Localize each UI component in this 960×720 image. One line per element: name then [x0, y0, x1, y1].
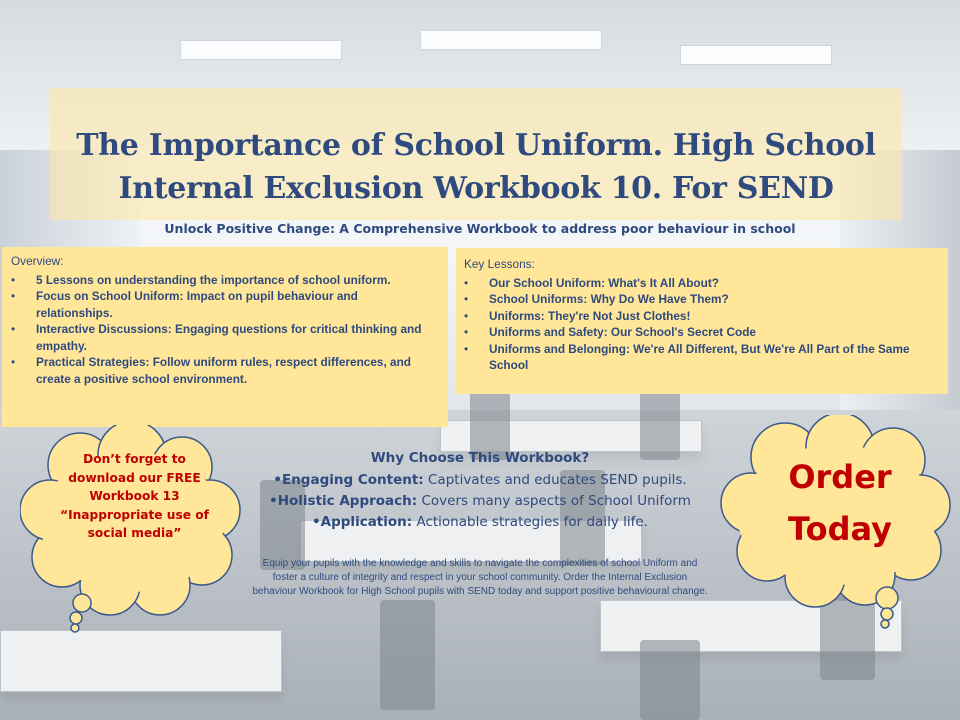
order-today-cloud[interactable] [715, 415, 960, 630]
why-point-engaging [240, 470, 720, 491]
list-item: • School Uniforms: Why Do We Have Them? [464, 291, 936, 308]
list-item: • Uniforms and Safety: Our School's Secret Code [464, 324, 936, 341]
overview-list [11, 272, 436, 388]
key-lessons-box [456, 248, 948, 394]
overview-heading: Overview: [11, 254, 64, 268]
key-lessons-list [464, 275, 936, 374]
why-choose-section [240, 450, 720, 533]
free-workbook-cloud[interactable] [20, 425, 248, 633]
ceiling-light [680, 45, 832, 65]
free-workbook-text: Don’t forget to download our FREE Workbook 13 “Inappropriate use of social media” [60, 452, 209, 541]
why-point-label: •Engaging Content: [273, 472, 424, 488]
list-item: • Our School Uniform: What's It All About? [464, 275, 936, 292]
why-point-label: •Holistic Approach: [269, 493, 418, 509]
subtitle: Unlock Positive Change: A Comprehensive Workbook to address poor behaviour in school [164, 221, 796, 236]
why-point-text: Captivates and educates SEND pupils. [423, 472, 687, 488]
why-choose-title: Why Choose This Workbook? [370, 450, 590, 466]
why-point-holistic [240, 491, 720, 512]
overview-box [2, 247, 448, 427]
chair [640, 640, 700, 720]
why-point-text: Covers many aspects of School Uniform [417, 493, 691, 509]
list-item: • Uniforms: They're Not Just Clothes! [464, 308, 936, 325]
list-item: • 5 Lessons on understanding the importance of school uniform. [11, 272, 436, 289]
desk [0, 630, 282, 692]
why-point-application [240, 512, 720, 533]
list-item: • Interactive Discussions: Engaging questions for critical thinking and empathy. [11, 321, 436, 354]
ceiling-light [180, 40, 342, 60]
list-item: • Uniforms and Belonging: We're All Different, But We're All Part of the Same School [464, 341, 936, 374]
page-title: The Importance of School Uniform. High School Internal Exclusion Workbook 10. For SEND [76, 128, 876, 206]
ceiling-light [420, 30, 602, 50]
list-item: • Practical Strategies: Follow uniform rules, respect differences, and create a positive school environment. [11, 354, 436, 387]
why-point-label: •Application: [312, 514, 413, 530]
why-point-text: Actionable strategies for daily life. [412, 514, 648, 530]
list-item: • Focus on School Uniform: Impact on pupil behaviour and relationships. [11, 288, 436, 321]
chair [380, 600, 435, 710]
order-today-text: Order Today [788, 458, 892, 548]
key-lessons-heading: Key Lessons: [464, 257, 535, 271]
description-blurb: Equip your pupils with the knowledge and skills to navigate the complexities of school Uniform and foster a culture of integrity and respect in your school community. Order the Internal Exclusion behaviour Workbook for High School pupils with SEND today and support positive behavioural change. [252, 558, 708, 597]
